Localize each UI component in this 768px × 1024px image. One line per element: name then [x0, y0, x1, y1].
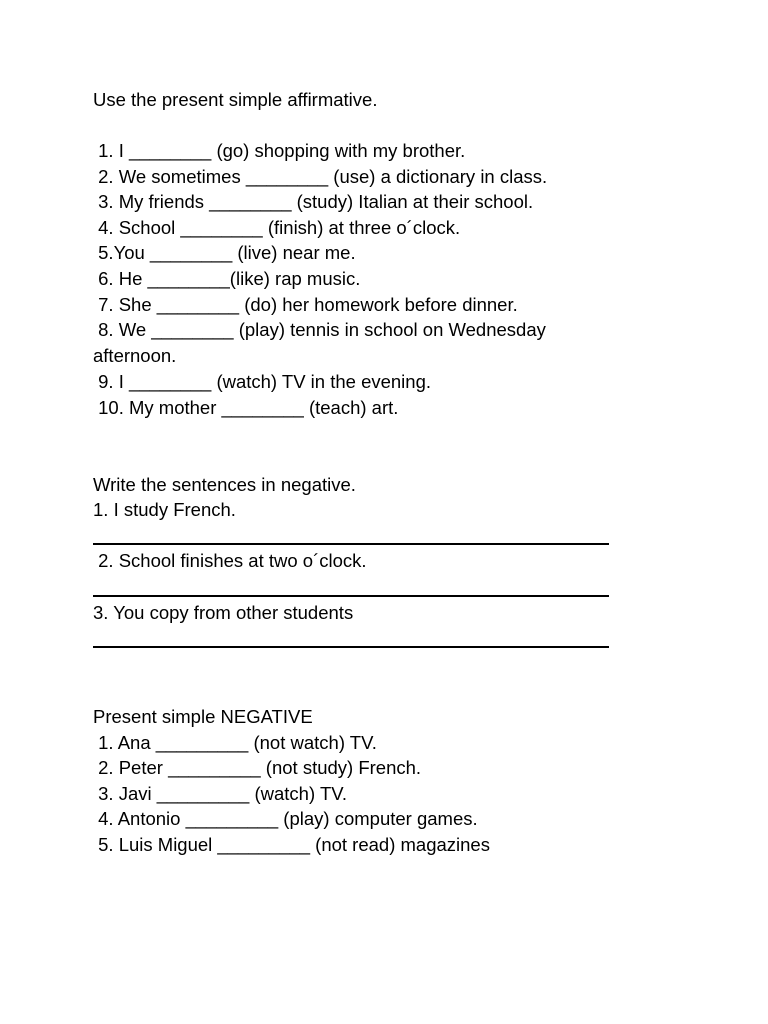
exercise-item: 2. We sometimes ________ (use) a dictionary in class.	[93, 166, 548, 187]
exercise-item: 10. My mother ________ (teach) art.	[93, 397, 399, 418]
exercise-item: 4. School ________ (finish) at three o´clock.	[93, 217, 461, 238]
exercise-item: 1. I ________ (go) shopping with my brother.	[93, 140, 466, 161]
exercise-item: 2. Peter _________ (not study) French.	[93, 757, 422, 778]
section3-heading: Present simple NEGATIVE	[93, 706, 313, 727]
exercise-item: 5. Luis Miguel _________ (not read) magazines	[93, 834, 490, 855]
exercise-item: 8. We ________ (play) tennis in school on Wednesday	[93, 319, 546, 340]
exercise-item: 7. She ________ (do) her homework before dinner.	[93, 294, 518, 315]
exercise-item: 5.You ________ (live) near me.	[93, 242, 356, 263]
answer-line[interactable]	[93, 543, 609, 545]
exercise-item: 4. Antonio _________ (play) computer games.	[93, 808, 478, 829]
exercise-item: 6. He ________(like) rap music.	[93, 268, 361, 289]
exercise-item: 2. School finishes at two o´clock.	[93, 550, 367, 571]
answer-line[interactable]	[93, 646, 609, 648]
section2-heading: Write the sentences in negative.	[93, 474, 356, 495]
exercise-item: 9. I ________ (watch) TV in the evening.	[93, 371, 432, 392]
exercise-item-continuation: afternoon.	[93, 345, 177, 366]
section1-heading: Use the present simple affirmative.	[93, 89, 378, 110]
exercise-item: 3. You copy from other students	[93, 602, 354, 623]
exercise-item: 1. Ana _________ (not watch) TV.	[93, 732, 377, 753]
exercise-item: 1. I study French.	[93, 499, 236, 520]
exercise-item: 3. Javi _________ (watch) TV.	[93, 783, 348, 804]
exercise-item: 3. My friends ________ (study) Italian at their school.	[93, 191, 534, 212]
answer-line[interactable]	[93, 595, 609, 597]
